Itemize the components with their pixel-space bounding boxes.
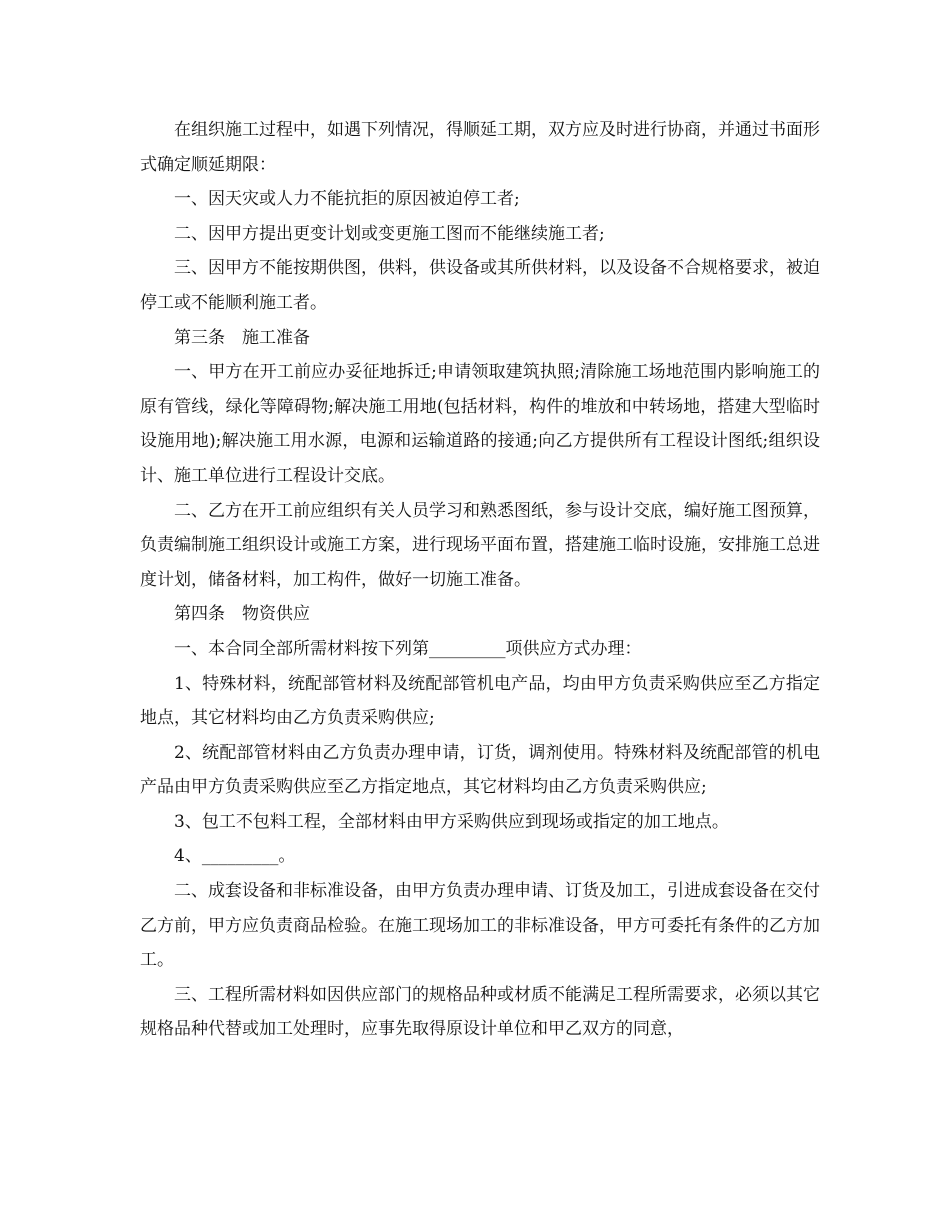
paragraph-delay-item-1: 一、因天灾或人力不能抗拒的原因被迫停工者;	[174, 189, 520, 210]
paragraph-party-b-preparation: 二、乙方在开工前应组织有关人员学习和熟悉图纸，参与设计交底，编好施工图预算，负责编制施工组织设计或施工方案，进行现场平面布置，搭建施工临时设施，安排施工总进度计划，储备材料，加工构件，做好一切施工准备。	[140, 500, 820, 590]
document-body	[140, 113, 820, 1047]
section-heading-article-4: 第四条 物资供应	[174, 604, 310, 625]
paragraph-delay-item-3: 三、因甲方不能按期供图，供料，供设备或其所供材料，以及设备不合规格要求，被迫停工或不能顺利施工者。	[140, 258, 820, 313]
paragraph-equipment: 二、成套设备和非标准设备，由甲方负责办理申请、订货及加工，引进成套设备在交付乙方前，甲方应负责商品检验。在施工现场加工的非标准设备，甲方可委托有条件的乙方加工。	[140, 881, 820, 971]
paragraph-supply-option-2: 2、统配部管材料由乙方负责办理申请，订货，调剂使用。特殊材料及统配部管的机电产品由甲方负责采购供应至乙方指定地点，其它材料均由乙方负责采购供应;	[140, 742, 820, 798]
section-heading-article-3: 第三条 施工准备	[174, 327, 310, 348]
paragraph-supply-option-1: 1、特殊材料，统配部管材料及统配部管机电产品，均由甲方负责采购供应至乙方指定地点，其它材料均由乙方负责采购供应;	[140, 673, 820, 729]
paragraph-party-a-preparation: 一、甲方在开工前应办妥征地拆迁;申请领取建筑执照;清除施工场地范围内影响施工的原有管线，绿化等障碍物;解决施工用地(包括材料，构件的堆放和中转场地，搭建大型临时设施用地);解决施工用水源，电源和运输道路的接通;向乙方提供所有工程设计图纸;组织设计、施工单位进行工程设计交底。	[140, 362, 820, 486]
paragraph-delay-item-2: 二、因甲方提出更变计划或变更施工图而不能继续施工者;	[174, 223, 605, 244]
paragraph-supply-method: 一、本合同全部所需材料按下列第_________项供应方式办理：	[174, 638, 642, 659]
paragraph-material-substitution: 三、工程所需材料如因供应部门的规格品种或材质不能满足工程所需要求，必须以其它规格品种代替或加工处理时，应事先取得原设计单位和甲乙双方的同意，	[140, 984, 820, 1040]
paragraph-supply-option-3: 3、包工不包料工程，全部材料由甲方采购供应到现场或指定的加工地点。	[174, 811, 729, 832]
paragraph-supply-option-4: 4、_________。	[174, 846, 296, 867]
paragraph-delay-intro: 在组织施工过程中，如遇下列情况，得顺延工期，双方应及时进行协商，并通过书面形式确定顺延期限：	[140, 120, 820, 175]
